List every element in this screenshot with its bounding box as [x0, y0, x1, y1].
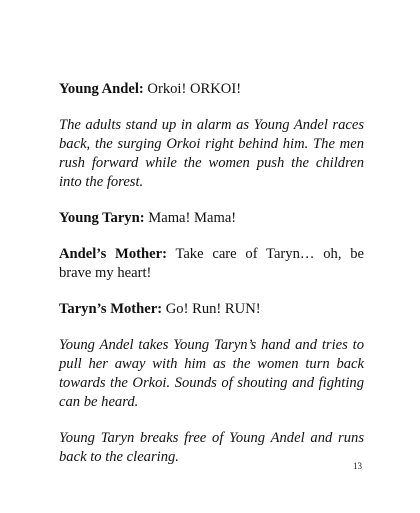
speaker-name: Andel’s Mother: — [59, 246, 167, 262]
stage-direction: The adults stand up in alarm as Young Andel races back, the surging Orkoi right behind him. The men rush forward while the women push the children into the forest. — [59, 117, 364, 190]
dialogue-line: Orkoi! ORKOI! — [147, 81, 242, 97]
dialogue-taryns-mother — [59, 300, 364, 319]
page-number: 13 — [353, 461, 362, 471]
script-page — [59, 80, 364, 484]
speaker-name: Young Andel: — [59, 81, 144, 97]
speaker-name: Taryn’s Mother: — [59, 301, 163, 317]
stage-direction: Young Andel takes Young Taryn’s hand and tries to pull her away with him as the women turn back towards the Orkoi. Sounds of shouting and fighting can be heard. — [59, 337, 364, 410]
stage-direction: Young Taryn breaks free of Young Andel and runs back to the clearing. — [59, 430, 364, 465]
dialogue-young-taryn — [59, 209, 364, 228]
speaker-name: Young Taryn: — [59, 210, 145, 226]
dialogue-line: Go! Run! RUN! — [165, 301, 261, 317]
dialogue-line: Mama! Mama! — [148, 210, 237, 226]
dialogue-line: Take care of Taryn… oh, be brave my heart! — [59, 246, 365, 281]
dialogue-young-andel — [59, 80, 364, 99]
dialogue-andels-mother — [59, 245, 364, 283]
